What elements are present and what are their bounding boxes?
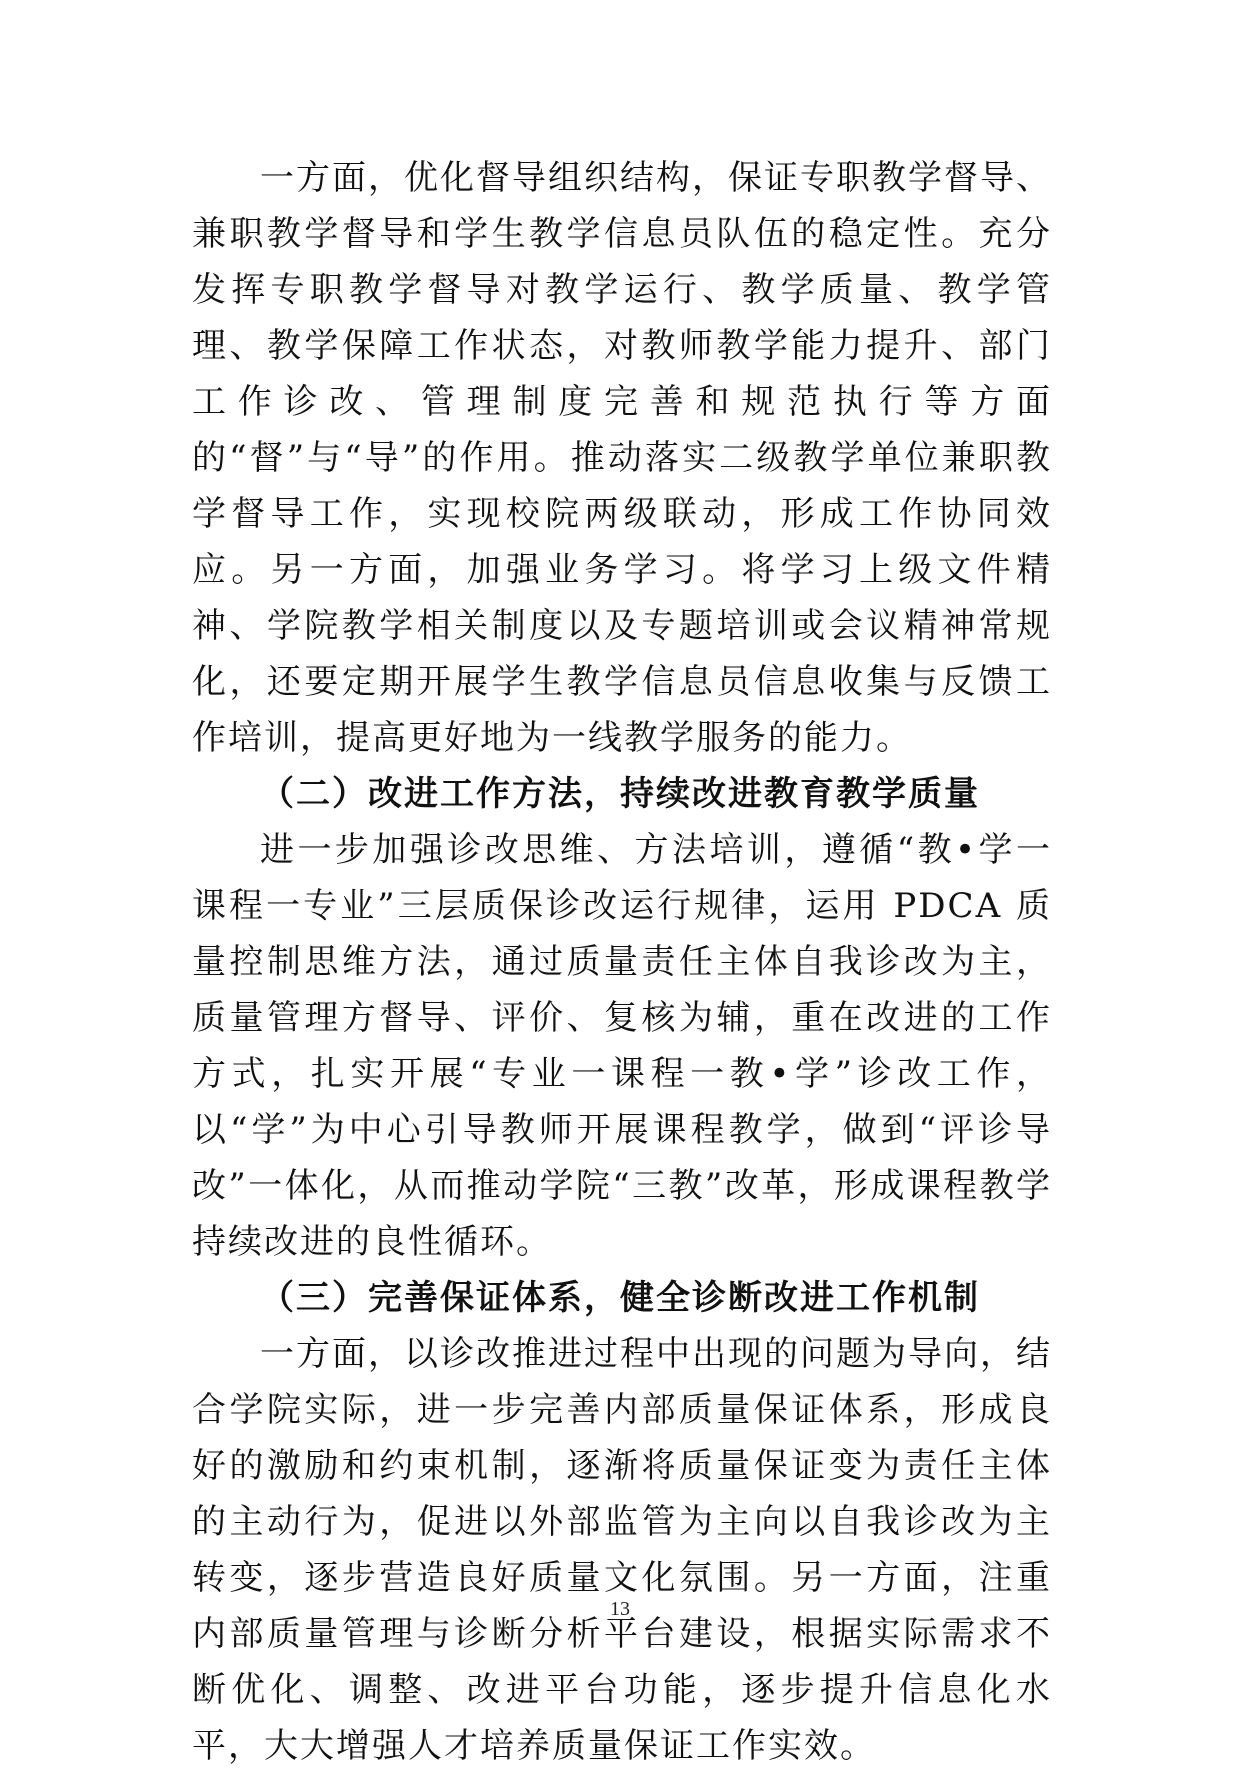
- paragraph-assurance-system: 一方面，以诊改推进过程中出现的问题为导向，结合学院实际，进一步完善内部质量保证体系，形成良好的激励和约束机制，逐渐将质量保证变为责任主体的主动行为，促进以外部监管为主向以自我诊改为主转变，逐步营造良好质量文化氛围。另一方面，注重内部质量管理与诊断分析平台建设，根据实际需求不断优化、调整、改进平台功能，逐步提升信息化水平，大大增强人才培养质量保证工作实效。: [192, 1334, 1052, 1766]
- section-heading-2: （二）改进工作方法，持续改进教育教学质量: [260, 774, 980, 814]
- paragraph-work-methods: 进一步加强诊改思维、方法培训，遵循“教•学一课程一专业”三层质保诊改运行规律，运用 PDCA 质量控制思维方法，通过质量责任主体自我诊改为主，质量管理方督导、评价、复核为辅，重在改进的工作方式，扎实开展“专业一课程一教•学”诊改工作，以“学”为中心引导教师开展课程教学，做到“评诊导改”一体化，从而推动学院“三教”改革，形成课程教学持续改进的良性循环。: [192, 830, 1052, 1262]
- section-heading-3: （三）完善保证体系，健全诊断改进工作机制: [260, 1278, 980, 1318]
- document-body: [192, 150, 1052, 1774]
- page-number: 13: [610, 1598, 630, 1620]
- paragraph-supervision-structure: 一方面，优化督导组织结构，保证专职教学督导、兼职教学督导和学生教学信息员队伍的稳定性。充分发挥专职教学督导对教学运行、教学质量、教学管理、教学保障工作状态，对教师教学能力提升、部门工作诊改、管理制度完善和规范执行等方面的“督”与“导”的作用。推动落实二级教学单位兼职教学督导工作，实现校院两级联动，形成工作协同效应。另一方面，加强业务学习。将学习上级文件精神、学院教学相关制度以及专题培训或会议精神常规化，还要定期开展学生教学信息员信息收集与反馈工作培训，提高更好地为一线教学服务的能力。: [192, 158, 1052, 758]
